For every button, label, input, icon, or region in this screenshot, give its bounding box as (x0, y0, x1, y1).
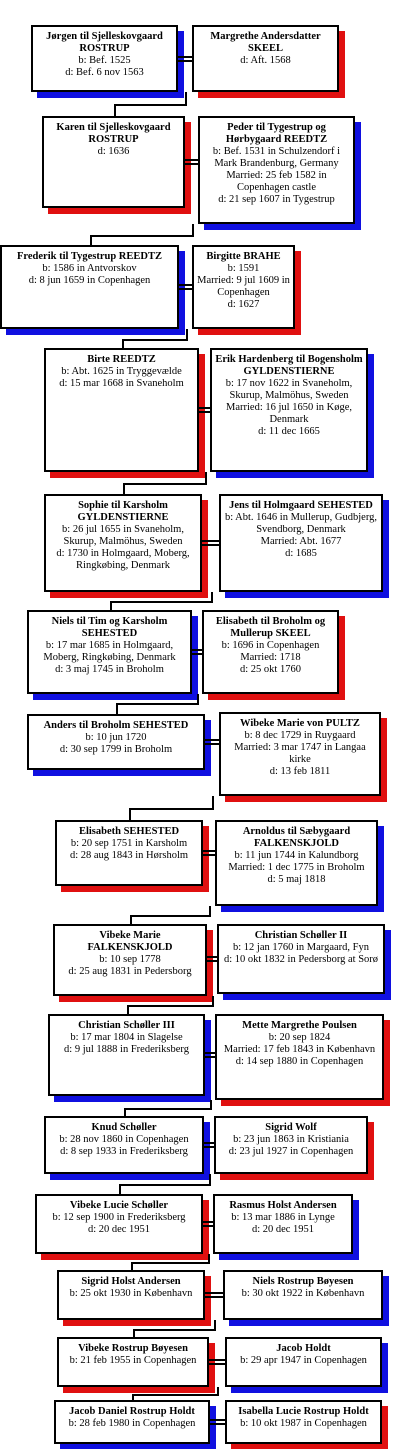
person-detail: b: 17 mar 1804 in Slagelse (70, 1032, 183, 1043)
descent-line (127, 1005, 214, 1007)
marriage-connector (205, 743, 219, 745)
marriage-connector (192, 649, 202, 651)
descent-line (212, 796, 214, 808)
person-box-knud-sch-ller[interactable] (44, 1116, 204, 1174)
person-box-vibeke-marie-falkenskjold[interactable] (53, 924, 207, 996)
person-box-anders-til-broholm-sehested[interactable] (27, 714, 205, 770)
marriage-connector (204, 1146, 214, 1148)
person-detail: Married: 9 jul 1609 in Copenhagen (197, 275, 290, 298)
person-box-birgitte-brahe[interactable] (192, 245, 295, 329)
marriage-connector (204, 1142, 214, 1144)
person-box-mette-margrethe-poulsen[interactable] (215, 1014, 384, 1100)
person-detail: b: 26 jul 1655 in Svaneholm, Skurup, Malmöhus, Sweden (62, 524, 184, 547)
marriage-connector (203, 854, 215, 856)
person-detail: b: 20 sep 1824 (268, 1032, 331, 1043)
person-name: Knud Schøller (91, 1122, 157, 1133)
person-box-jacob-daniel-rostrup-holdt[interactable] (54, 1400, 210, 1444)
person-name: Peder til Tygestrup og Hørbygaard REEDTZ (225, 122, 328, 145)
person-name: Christian Schøller II (254, 930, 348, 941)
descent-line (90, 235, 194, 237)
person-detail: b: 10 jun 1720 (85, 732, 147, 743)
descent-line (132, 1394, 134, 1400)
person-name: Jørgen til Sjelleskovgaard ROSTRUP (46, 31, 163, 54)
person-detail: b: 13 mar 1886 in Lynge (231, 1212, 335, 1223)
marriage-connector (207, 960, 217, 962)
descent-line (211, 592, 213, 601)
person-detail: d: 8 sep 1933 in Frederiksberg (60, 1146, 188, 1157)
person-name: Margrethe Andersdatter SKEEL (210, 31, 321, 54)
marriage-connector (209, 1359, 225, 1361)
descent-line (119, 1184, 211, 1186)
person-detail: b: 17 nov 1622 in Svaneholm, Skurup, Malmöhus, Sweden (225, 378, 353, 401)
person-box-wibeke-marie-von-pultz[interactable] (219, 712, 381, 796)
person-detail: d: 20 dec 1951 (251, 1224, 315, 1235)
person-name: Wibeke Marie von PULTZ (240, 718, 360, 729)
person-detail: Married: 1 dec 1775 in Broholm (228, 862, 365, 873)
person-name: Karen til Sjelleskovgaard ROSTRUP (56, 122, 171, 145)
person-box-birte-reedtz[interactable] (44, 348, 199, 472)
person-box-elisabeth-sehested[interactable] (55, 820, 203, 886)
person-detail: Married: 3 mar 1747 in Langaa kirke (234, 742, 366, 765)
person-detail: b: 10 sep 1778 (99, 954, 161, 965)
descent-line (197, 694, 199, 703)
descent-line (205, 472, 207, 483)
person-box-jens-til-holmgaard-sehested[interactable] (219, 494, 383, 592)
person-detail: d: 1730 in Holmgaard, Moberg, Ringkøbing, Denmark (56, 548, 190, 571)
person-detail: b: 21 feb 1955 in Copenhagen (69, 1355, 197, 1366)
person-detail: d: 10 okt 1832 in Pedersborg at Sorø (223, 954, 379, 965)
marriage-connector (205, 1292, 223, 1294)
person-detail: b: 29 apr 1947 in Copenhagen (240, 1355, 367, 1366)
person-name: Niels Rostrup Bøyesen (252, 1276, 354, 1287)
person-box-christian-sch-ller-ii[interactable] (217, 924, 385, 994)
descent-line (116, 703, 199, 705)
person-detail: d: 25 okt 1760 (240, 664, 301, 675)
person-detail: b: 1696 in Copenhagen (221, 640, 320, 651)
person-name: Mette Margrethe Poulsen (242, 1020, 357, 1031)
marriage-connector (185, 159, 198, 161)
person-detail: b: 25 okt 1930 in København (69, 1288, 193, 1299)
descent-line (114, 104, 116, 116)
person-name: Elisabeth SEHESTED (78, 826, 180, 837)
person-detail: b: 17 mar 1685 in Holmgaard, Moberg, Ringkøbing, Denmark (43, 640, 176, 663)
person-detail: d: Bef. 6 nov 1563 (65, 67, 144, 78)
person-box-niels-rostrup-b-yesen[interactable] (223, 1270, 383, 1320)
person-detail: Married: 16 jul 1650 in Køge, Denmark (226, 402, 352, 425)
person-name: Sigrid Holst Andersen (81, 1276, 181, 1287)
descent-line (110, 601, 213, 603)
descent-line (209, 1174, 211, 1184)
descent-line (209, 906, 211, 915)
person-detail: b: 12 jan 1760 in Margaard, Fyn (233, 942, 369, 953)
descent-line (123, 483, 125, 494)
marriage-connector (199, 407, 210, 409)
marriage-connector (202, 540, 219, 542)
marriage-connector (179, 288, 192, 290)
person-box-frederik-til-tygestrup-reedtz[interactable] (0, 245, 179, 329)
person-box-christian-sch-ller-iii[interactable] (48, 1014, 205, 1096)
person-name: Vibeke Lucie Schøller (69, 1200, 169, 1211)
person-detail: b: Bef. 1525 (78, 55, 131, 66)
descent-line (133, 1329, 135, 1337)
marriage-connector (179, 284, 192, 286)
descent-line (110, 601, 112, 610)
person-box-sigrid-holst-andersen[interactable] (57, 1270, 205, 1320)
person-detail: b: 28 feb 1980 in Copenhagen (68, 1418, 196, 1429)
descent-line (116, 703, 118, 714)
person-name: Christian Schøller III (78, 1020, 175, 1031)
person-name: Isabella Lucie Rostrup Holdt (238, 1406, 369, 1417)
person-name: Anders til Broholm SEHESTED (43, 720, 189, 731)
marriage-connector (207, 956, 217, 958)
person-name: Vibeke Rostrup Bøyesen (78, 1343, 188, 1354)
person-box-rasmus-holst-andersen[interactable] (213, 1194, 353, 1254)
descent-line (208, 1254, 210, 1262)
person-name: Arnoldus til Sæbygaard FALKENSKJOLD (242, 826, 351, 849)
descent-line (124, 1108, 212, 1110)
descent-line (129, 808, 131, 820)
descent-line (130, 915, 211, 917)
person-name: Erik Hardenberg til Bogensholm GYLDENSTIERNE (215, 354, 363, 377)
person-detail: d: 13 feb 1811 (269, 766, 331, 777)
person-detail: d: 28 aug 1843 in Hørsholm (69, 850, 189, 861)
descent-line (210, 1100, 212, 1108)
descent-line (130, 915, 132, 924)
person-detail: b: 28 nov 1860 in Copenhagen (59, 1134, 189, 1145)
person-box-vibeke-lucie-sch-ller[interactable] (35, 1194, 203, 1254)
person-detail: d: 3 maj 1745 in Broholm (55, 664, 164, 675)
descent-line (124, 1108, 126, 1116)
descent-line (133, 1329, 216, 1331)
person-detail: b: 1591 (227, 263, 260, 274)
descent-line (131, 1262, 210, 1264)
marriage-connector (199, 411, 210, 413)
marriage-connector (205, 1296, 223, 1298)
descent-line (217, 1387, 219, 1394)
person-detail: b: Abt. 1625 in Tryggevælde (61, 366, 182, 377)
person-name: Rasmus Holst Andersen (229, 1200, 337, 1211)
person-name: Birte REEDTZ (87, 354, 156, 365)
descent-line (132, 1394, 219, 1396)
marriage-connector (210, 1419, 225, 1421)
person-detail: d: 30 sep 1799 in Broholm (59, 744, 173, 755)
person-box-arnoldus-til-s-bygaard-falkenskjold[interactable] (215, 820, 378, 906)
person-detail: d: 8 jun 1659 in Copenhagen (28, 275, 151, 286)
person-detail: b: 8 dec 1729 in Ruygaard (244, 730, 356, 741)
descent-line (122, 339, 188, 341)
person-detail: d: 9 jul 1888 in Frederiksberg (64, 1044, 189, 1055)
descent-line (123, 483, 207, 485)
person-name: Frederik til Tygestrup REEDTZ (17, 251, 162, 262)
person-detail: d: 1636 (97, 146, 130, 157)
person-box-sigrid-wolf[interactable] (214, 1116, 368, 1174)
person-detail: d: 20 dec 1951 (87, 1224, 151, 1235)
descent-line (131, 1262, 133, 1270)
marriage-connector (205, 739, 219, 741)
descent-line (192, 224, 194, 235)
person-detail: d: 15 mar 1668 in Svaneholm (59, 378, 184, 389)
person-detail: d: 1685 (285, 548, 317, 559)
descent-line (114, 104, 187, 106)
person-detail: b: Bef. 1531 in Schulzendorf i Mark Brandenburg, Germany (212, 146, 341, 169)
person-detail: b: 10 okt 1987 in Copenhagen (240, 1418, 367, 1429)
person-box-jacob-holdt[interactable] (225, 1337, 382, 1387)
person-name: Vibeke Marie FALKENSKJOLD (87, 930, 173, 953)
descent-line (90, 235, 92, 245)
person-box-j-rgen-til-sjelleskovgaard-rostrup[interactable] (31, 25, 178, 92)
marriage-connector (205, 1052, 215, 1054)
person-detail: d: 25 aug 1831 in Pedersborg (68, 966, 192, 977)
person-box-vibeke-rostrup-b-yesen[interactable] (57, 1337, 209, 1387)
person-detail: Married: 1718 (240, 652, 301, 663)
marriage-connector (205, 1056, 215, 1058)
person-box-karen-til-sjelleskovgaard-rostrup[interactable] (42, 116, 185, 208)
person-name: Niels til Tim og Karsholm SEHESTED (51, 616, 168, 639)
person-name: Sigrid Wolf (265, 1122, 317, 1133)
person-detail: d: 21 sep 1607 in Tygestrup (218, 194, 335, 205)
person-detail: Married: 25 feb 1582 in Copenhagen castle (226, 170, 327, 193)
descent-line (185, 92, 187, 104)
marriage-connector (185, 163, 198, 165)
descent-line (129, 808, 214, 810)
marriage-connector (178, 60, 192, 62)
person-detail: Married: Abt. 1677 (260, 536, 342, 547)
person-box-erik-hardenberg-til-bogensholm-gyldenstierne[interactable] (210, 348, 368, 472)
descent-line (122, 339, 124, 348)
person-detail: b: 12 sep 1900 in Frederiksberg (52, 1212, 186, 1223)
person-name: Jacob Daniel Rostrup Holdt (69, 1406, 195, 1417)
person-detail: d: 23 jul 1927 in Copenhagen (228, 1146, 354, 1157)
descent-line (214, 1320, 216, 1329)
marriage-connector (178, 56, 192, 58)
descent-line (127, 1005, 129, 1014)
person-detail: b: 1586 in Antvorskov (42, 263, 137, 274)
person-detail: d: 5 maj 1818 (267, 874, 326, 885)
person-detail: b: Abt. 1646 in Mullerup, Gudbjerg, Svendborg, Denmark (224, 512, 378, 535)
descent-line (119, 1184, 121, 1194)
person-detail: b: 11 jun 1744 in Kalundborg (234, 850, 359, 861)
person-box-elisabeth-til-broholm-og-mullerup-skeel[interactable] (202, 610, 339, 694)
person-name: Birgitte BRAHE (206, 251, 281, 262)
marriage-connector (209, 1363, 225, 1365)
person-detail: b: 23 jun 1863 in Kristiania (233, 1134, 349, 1145)
descent-line (186, 329, 188, 339)
person-box-peder-til-tygestrup-og-h-rbygaard-reedtz[interactable] (198, 116, 355, 224)
marriage-connector (203, 1221, 213, 1223)
marriage-connector (203, 1225, 213, 1227)
person-detail: b: 20 sep 1751 in Karsholm (70, 838, 188, 849)
person-detail: b: 30 okt 1922 in København (241, 1288, 365, 1299)
marriage-connector (192, 653, 202, 655)
person-box-niels-til-tim-og-karsholm-sehested[interactable] (27, 610, 192, 694)
person-box-margrethe-andersdatter-skeel[interactable] (192, 25, 339, 92)
marriage-connector (202, 544, 219, 546)
person-detail: d: 11 dec 1665 (258, 426, 320, 437)
marriage-connector (203, 850, 215, 852)
person-name: Jens til Holmgaard SEHESTED (229, 500, 373, 511)
marriage-connector (210, 1423, 225, 1425)
person-name: Elisabeth til Broholm og Mullerup SKEEL (215, 616, 326, 639)
person-box-sophie-til-karsholm-gyldenstierne[interactable] (44, 494, 202, 592)
person-box-isabella-lucie-rostrup-holdt[interactable] (225, 1400, 382, 1444)
person-detail: Married: 17 feb 1843 in København (223, 1044, 376, 1055)
descent-line (212, 996, 214, 1005)
person-name: Jacob Holdt (276, 1343, 331, 1354)
person-detail: d: Aft. 1568 (240, 55, 291, 66)
person-name: Sophie til Karsholm GYLDENSTIERNE (77, 500, 169, 523)
person-detail: d: 1627 (227, 299, 260, 310)
person-detail: d: 14 sep 1880 in Copenhagen (235, 1056, 364, 1067)
